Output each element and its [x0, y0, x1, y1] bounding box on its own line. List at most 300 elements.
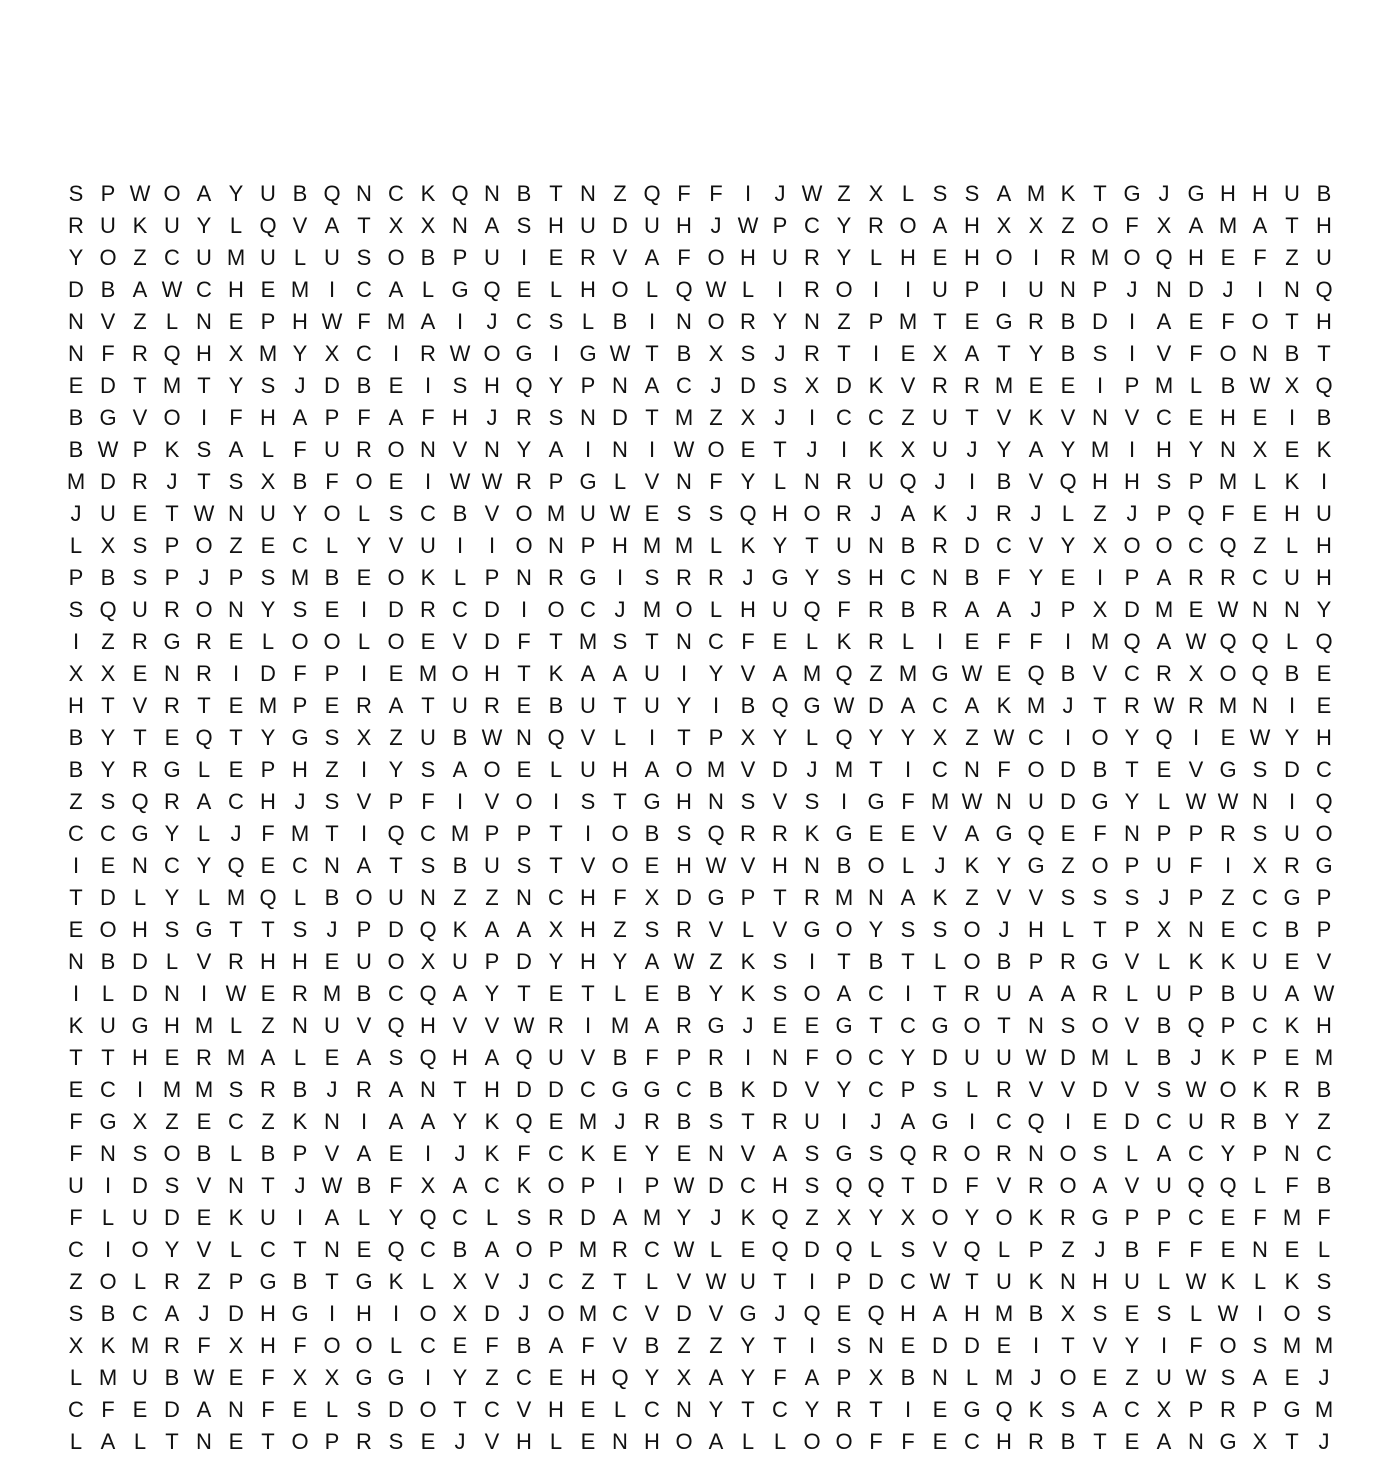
letter-cell[interactable]: V — [516, 1397, 532, 1422]
letter-cell[interactable]: P — [228, 565, 244, 590]
letter-cell[interactable]: H — [964, 1301, 980, 1326]
letter-cell[interactable]: Q — [259, 213, 277, 238]
letter-cell[interactable]: H — [1188, 245, 1204, 270]
letter-cell[interactable]: E — [1284, 1045, 1300, 1070]
letter-cell[interactable]: X — [868, 181, 884, 206]
letter-cell[interactable]: K — [740, 1205, 756, 1230]
letter-cell[interactable]: R — [676, 1013, 692, 1038]
letter-cell[interactable]: H — [548, 1397, 564, 1422]
letter-cell[interactable]: G — [707, 1013, 725, 1038]
letter-cell[interactable]: Z — [1093, 501, 1107, 526]
letter-cell[interactable]: M — [1090, 629, 1110, 654]
letter-cell[interactable]: Q — [1059, 469, 1077, 494]
letter-cell[interactable]: Y — [868, 725, 884, 750]
letter-cell[interactable]: S — [932, 181, 948, 206]
letter-cell[interactable]: T — [101, 693, 115, 718]
letter-cell[interactable]: T — [325, 821, 339, 846]
letter-cell[interactable]: C — [676, 373, 692, 398]
letter-cell[interactable]: E — [1092, 1109, 1108, 1134]
letter-cell[interactable]: E — [196, 1109, 212, 1134]
letter-cell[interactable]: F — [1125, 213, 1139, 238]
letter-cell[interactable]: D — [260, 661, 276, 686]
letter-cell[interactable]: A — [1028, 437, 1044, 462]
letter-cell[interactable]: Q — [1123, 629, 1141, 654]
letter-cell[interactable]: I — [1288, 405, 1296, 430]
letter-cell[interactable]: T — [197, 469, 211, 494]
letter-cell[interactable]: A — [1092, 1397, 1108, 1422]
letter-cell[interactable]: A — [932, 213, 948, 238]
letter-cell[interactable]: S — [68, 1301, 84, 1326]
letter-cell[interactable]: N — [1188, 917, 1204, 942]
letter-cell[interactable]: M — [578, 1237, 598, 1262]
letter-cell[interactable]: Y — [228, 181, 244, 206]
letter-cell[interactable]: N — [1028, 1013, 1044, 1038]
letter-cell[interactable]: F — [997, 565, 1011, 590]
letter-cell[interactable]: R — [740, 309, 756, 334]
letter-cell[interactable]: N — [484, 181, 500, 206]
letter-cell[interactable]: M — [674, 533, 694, 558]
letter-cell[interactable]: U — [1028, 277, 1044, 302]
letter-cell[interactable]: M — [994, 1365, 1014, 1390]
letter-cell[interactable]: Q — [835, 1237, 853, 1262]
letter-cell[interactable]: T — [1061, 1333, 1075, 1358]
letter-cell[interactable]: B — [1252, 1109, 1268, 1134]
letter-cell[interactable]: S — [420, 757, 436, 782]
letter-cell[interactable]: E — [612, 1141, 628, 1166]
letter-cell[interactable]: W — [481, 725, 503, 750]
letter-cell[interactable]: X — [420, 949, 436, 974]
letter-cell[interactable]: V — [740, 853, 756, 878]
letter-cell[interactable]: V — [356, 789, 372, 814]
letter-cell[interactable]: Y — [484, 981, 500, 1006]
letter-cell[interactable]: N — [1252, 341, 1268, 366]
letter-cell[interactable]: R — [1220, 1397, 1236, 1422]
letter-cell[interactable]: T — [837, 341, 851, 366]
letter-cell[interactable]: Y — [196, 853, 212, 878]
letter-cell[interactable]: R — [996, 1077, 1012, 1102]
letter-cell[interactable]: C — [644, 1237, 660, 1262]
letter-cell[interactable]: W — [1185, 629, 1207, 654]
letter-cell[interactable]: A — [1252, 1365, 1268, 1390]
letter-cell[interactable]: Y — [196, 213, 212, 238]
letter-cell[interactable]: A — [1156, 629, 1172, 654]
letter-cell[interactable]: N — [676, 629, 692, 654]
letter-cell[interactable]: G — [1091, 1205, 1109, 1230]
letter-cell[interactable]: H — [996, 1429, 1012, 1454]
letter-cell[interactable]: W — [737, 213, 759, 238]
letter-cell[interactable]: I — [424, 1141, 432, 1166]
letter-cell[interactable]: I — [1128, 437, 1136, 462]
letter-cell[interactable]: T — [997, 1013, 1011, 1038]
letter-cell[interactable]: D — [964, 1333, 980, 1358]
letter-cell[interactable]: B — [1060, 309, 1076, 334]
letter-cell[interactable]: N — [1220, 437, 1236, 462]
letter-cell[interactable]: N — [708, 789, 724, 814]
letter-cell[interactable]: I — [648, 437, 656, 462]
letter-cell[interactable]: P — [164, 533, 180, 558]
letter-cell[interactable]: Q — [771, 693, 789, 718]
letter-cell[interactable]: N — [516, 725, 532, 750]
letter-cell[interactable]: V — [388, 533, 404, 558]
letter-cell[interactable]: Y — [804, 565, 820, 590]
letter-cell[interactable]: U — [484, 853, 500, 878]
letter-cell[interactable]: L — [357, 1205, 371, 1230]
letter-cell[interactable]: B — [260, 1141, 276, 1166]
letter-cell[interactable]: A — [388, 405, 404, 430]
letter-cell[interactable]: I — [1064, 629, 1072, 654]
letter-cell[interactable]: J — [710, 1205, 722, 1230]
letter-cell[interactable]: R — [1220, 565, 1236, 590]
letter-cell[interactable]: E — [964, 629, 980, 654]
letter-cell[interactable]: E — [932, 245, 948, 270]
letter-cell[interactable]: S — [644, 917, 660, 942]
letter-cell[interactable]: O — [547, 1173, 565, 1198]
letter-cell[interactable]: V — [580, 853, 596, 878]
letter-cell[interactable]: E — [580, 1429, 596, 1454]
letter-cell[interactable]: E — [1060, 821, 1076, 846]
letter-cell[interactable]: P — [644, 1173, 660, 1198]
letter-cell[interactable]: S — [1060, 885, 1076, 910]
letter-cell[interactable]: B — [644, 1333, 660, 1358]
letter-cell[interactable]: W — [1185, 789, 1207, 814]
letter-cell[interactable]: C — [804, 213, 820, 238]
letter-cell[interactable]: P — [100, 181, 116, 206]
letter-cell[interactable]: X — [644, 885, 660, 910]
letter-cell[interactable]: S — [1156, 1301, 1172, 1326]
letter-cell[interactable]: I — [200, 405, 208, 430]
letter-cell[interactable]: Z — [965, 885, 979, 910]
letter-cell[interactable]: I — [1032, 1333, 1040, 1358]
letter-cell[interactable]: D — [1060, 1045, 1076, 1070]
letter-cell[interactable]: U — [1252, 981, 1268, 1006]
letter-cell[interactable]: N — [420, 1077, 436, 1102]
letter-cell[interactable]: R — [164, 1333, 180, 1358]
letter-cell[interactable]: Z — [869, 661, 883, 686]
letter-cell[interactable]: L — [581, 309, 595, 334]
letter-cell[interactable]: Y — [452, 1365, 468, 1390]
letter-cell[interactable]: O — [1219, 341, 1237, 366]
letter-cell[interactable]: M — [98, 1365, 118, 1390]
letter-cell[interactable]: L — [1125, 981, 1139, 1006]
letter-cell[interactable]: U — [260, 181, 276, 206]
letter-cell[interactable]: B — [868, 949, 884, 974]
letter-cell[interactable]: B — [1028, 1301, 1044, 1326]
letter-cell[interactable]: T — [645, 341, 659, 366]
letter-cell[interactable]: G — [643, 789, 661, 814]
letter-cell[interactable]: D — [804, 1237, 820, 1262]
letter-cell[interactable]: S — [132, 1141, 148, 1166]
letter-cell[interactable]: Q — [771, 1237, 789, 1262]
letter-cell[interactable]: R — [1028, 309, 1044, 334]
letter-cell[interactable]: E — [868, 821, 884, 846]
letter-cell[interactable]: U — [452, 949, 468, 974]
letter-cell[interactable]: J — [614, 597, 626, 622]
letter-cell[interactable]: L — [1189, 373, 1203, 398]
letter-cell[interactable]: T — [1285, 1429, 1299, 1454]
letter-cell[interactable]: T — [549, 629, 563, 654]
letter-cell[interactable]: O — [1219, 1333, 1237, 1358]
letter-cell[interactable]: L — [997, 1237, 1011, 1262]
letter-cell[interactable]: D — [516, 1077, 532, 1102]
letter-cell[interactable]: O — [611, 277, 629, 302]
letter-cell[interactable]: C — [868, 1077, 884, 1102]
letter-cell[interactable]: L — [421, 277, 435, 302]
letter-cell[interactable]: K — [1284, 1269, 1300, 1294]
letter-cell[interactable]: I — [616, 565, 624, 590]
letter-cell[interactable]: J — [1158, 885, 1170, 910]
letter-cell[interactable]: P — [676, 1045, 692, 1070]
letter-cell[interactable]: S — [292, 597, 308, 622]
letter-cell[interactable]: E — [1188, 309, 1204, 334]
letter-cell[interactable]: V — [932, 821, 948, 846]
letter-cell[interactable]: V — [356, 1013, 372, 1038]
letter-cell[interactable]: I — [872, 277, 880, 302]
letter-cell[interactable]: V — [1028, 469, 1044, 494]
letter-cell[interactable]: U — [996, 1269, 1012, 1294]
letter-cell[interactable]: M — [162, 373, 182, 398]
letter-cell[interactable]: D — [1284, 757, 1300, 782]
letter-cell[interactable]: S — [612, 629, 628, 654]
letter-cell[interactable]: S — [1252, 757, 1268, 782]
letter-cell[interactable]: O — [803, 981, 821, 1006]
letter-cell[interactable]: A — [900, 693, 916, 718]
letter-cell[interactable]: G — [1123, 181, 1141, 206]
letter-cell[interactable]: A — [484, 1045, 500, 1070]
letter-cell[interactable]: O — [1027, 757, 1045, 782]
letter-cell[interactable]: C — [996, 533, 1012, 558]
letter-cell[interactable]: P — [484, 565, 500, 590]
letter-cell[interactable]: L — [645, 277, 659, 302]
letter-cell[interactable]: D — [1092, 1077, 1108, 1102]
letter-cell[interactable]: L — [197, 885, 211, 910]
letter-cell[interactable]: L — [101, 981, 115, 1006]
letter-cell[interactable]: O — [355, 469, 373, 494]
letter-cell[interactable]: N — [868, 533, 884, 558]
letter-cell[interactable]: G — [1315, 853, 1333, 878]
letter-cell[interactable]: I — [328, 1301, 336, 1326]
letter-cell[interactable]: N — [420, 885, 436, 910]
letter-cell[interactable]: Q — [707, 821, 725, 846]
letter-cell[interactable]: S — [1316, 1269, 1332, 1294]
letter-cell[interactable]: S — [740, 341, 756, 366]
letter-cell[interactable]: D — [68, 277, 84, 302]
letter-cell[interactable]: Y — [1124, 789, 1140, 814]
letter-cell[interactable]: O — [803, 1429, 821, 1454]
letter-cell[interactable]: S — [1124, 885, 1140, 910]
letter-cell[interactable]: Q — [323, 181, 341, 206]
letter-cell[interactable]: J — [742, 1013, 754, 1038]
letter-cell[interactable]: V — [484, 789, 500, 814]
letter-cell[interactable]: C — [1156, 1109, 1172, 1134]
letter-cell[interactable]: L — [229, 1013, 243, 1038]
letter-cell[interactable]: A — [132, 277, 148, 302]
letter-cell[interactable]: X — [260, 469, 276, 494]
letter-cell[interactable]: T — [69, 1045, 83, 1070]
letter-cell[interactable]: P — [1316, 917, 1332, 942]
letter-cell[interactable]: Q — [1315, 373, 1333, 398]
letter-cell[interactable]: Y — [164, 1237, 180, 1262]
letter-cell[interactable]: G — [515, 341, 533, 366]
letter-cell[interactable]: L — [869, 1237, 883, 1262]
letter-cell[interactable]: O — [515, 533, 533, 558]
letter-cell[interactable]: U — [132, 597, 148, 622]
letter-cell[interactable]: Y — [644, 1365, 660, 1390]
letter-cell[interactable]: X — [228, 341, 244, 366]
letter-cell[interactable]: N — [228, 597, 244, 622]
letter-cell[interactable]: E — [324, 1045, 340, 1070]
letter-cell[interactable]: X — [932, 725, 948, 750]
letter-cell[interactable]: E — [548, 245, 564, 270]
letter-cell[interactable]: F — [1189, 1333, 1203, 1358]
letter-cell[interactable]: H — [1316, 309, 1332, 334]
letter-cell[interactable]: C — [964, 1429, 980, 1454]
letter-cell[interactable]: B — [676, 981, 692, 1006]
letter-cell[interactable]: T — [997, 341, 1011, 366]
letter-cell[interactable]: K — [1028, 1205, 1044, 1230]
letter-cell[interactable]: X — [452, 1269, 468, 1294]
letter-cell[interactable]: D — [100, 373, 116, 398]
letter-cell[interactable]: B — [324, 885, 340, 910]
letter-cell[interactable]: V — [804, 1077, 820, 1102]
letter-cell[interactable]: E — [932, 1429, 948, 1454]
letter-cell[interactable]: L — [613, 469, 627, 494]
letter-cell[interactable]: Z — [709, 1333, 723, 1358]
letter-cell[interactable]: X — [452, 1301, 468, 1326]
letter-cell[interactable]: M — [418, 661, 438, 686]
letter-cell[interactable]: W — [193, 1365, 215, 1390]
letter-cell[interactable]: S — [388, 501, 404, 526]
letter-cell[interactable]: A — [996, 181, 1012, 206]
letter-cell[interactable]: N — [676, 309, 692, 334]
letter-cell[interactable]: W — [833, 693, 855, 718]
letter-cell[interactable]: O — [163, 181, 181, 206]
letter-cell[interactable]: S — [292, 917, 308, 942]
letter-cell[interactable]: O — [1059, 1173, 1077, 1198]
letter-cell[interactable]: Y — [1284, 1109, 1300, 1134]
letter-cell[interactable]: M — [66, 469, 86, 494]
letter-cell[interactable]: S — [388, 1045, 404, 1070]
letter-cell[interactable]: Q — [963, 1237, 981, 1262]
letter-cell[interactable]: K — [484, 1141, 500, 1166]
letter-cell[interactable]: A — [452, 981, 468, 1006]
letter-cell[interactable]: D — [612, 405, 628, 430]
letter-cell[interactable]: N — [1028, 1141, 1044, 1166]
letter-cell[interactable]: Q — [387, 821, 405, 846]
letter-cell[interactable]: S — [1220, 1365, 1236, 1390]
letter-cell[interactable]: K — [228, 1205, 244, 1230]
letter-cell[interactable]: C — [1188, 1205, 1204, 1230]
letter-cell[interactable]: M — [898, 309, 918, 334]
letter-cell[interactable]: J — [1030, 501, 1042, 526]
letter-cell[interactable]: V — [1188, 757, 1204, 782]
letter-cell[interactable]: X — [1092, 533, 1108, 558]
letter-cell[interactable]: I — [200, 981, 208, 1006]
letter-cell[interactable]: A — [164, 1301, 180, 1326]
letter-cell[interactable]: P — [292, 1141, 308, 1166]
letter-cell[interactable]: H — [1316, 533, 1332, 558]
letter-cell[interactable]: U — [772, 245, 788, 270]
letter-cell[interactable]: L — [453, 565, 467, 590]
letter-cell[interactable]: V — [1028, 533, 1044, 558]
letter-cell[interactable]: E — [260, 853, 276, 878]
letter-cell[interactable]: Q — [1251, 629, 1269, 654]
letter-cell[interactable]: Y — [612, 949, 628, 974]
letter-cell[interactable]: R — [836, 469, 852, 494]
letter-cell[interactable]: Z — [133, 309, 147, 334]
letter-cell[interactable]: L — [1285, 533, 1299, 558]
letter-cell[interactable]: W — [673, 1173, 695, 1198]
letter-cell[interactable]: C — [1252, 1013, 1268, 1038]
letter-cell[interactable]: B — [68, 757, 84, 782]
letter-cell[interactable]: X — [1156, 917, 1172, 942]
letter-cell[interactable]: C — [676, 1077, 692, 1102]
letter-cell[interactable]: V — [932, 1237, 948, 1262]
letter-cell[interactable]: R — [516, 469, 532, 494]
letter-cell[interactable]: O — [387, 565, 405, 590]
letter-cell[interactable]: T — [613, 693, 627, 718]
letter-cell[interactable]: A — [804, 1365, 820, 1390]
letter-cell[interactable]: D — [132, 1173, 148, 1198]
letter-cell[interactable]: C — [836, 405, 852, 430]
letter-cell[interactable]: J — [1318, 1429, 1330, 1454]
letter-cell[interactable]: Y — [100, 725, 116, 750]
letter-cell[interactable]: J — [326, 917, 338, 942]
letter-cell[interactable]: U — [356, 949, 372, 974]
letter-cell[interactable]: H — [1124, 469, 1140, 494]
letter-cell[interactable]: C — [996, 1109, 1012, 1134]
letter-cell[interactable]: N — [68, 341, 84, 366]
letter-cell[interactable]: R — [932, 1141, 948, 1166]
letter-cell[interactable]: E — [1284, 1365, 1300, 1390]
letter-cell[interactable]: Y — [868, 917, 884, 942]
letter-cell[interactable]: H — [1156, 437, 1172, 462]
letter-cell[interactable]: U — [324, 245, 340, 270]
letter-cell[interactable]: B — [452, 1237, 468, 1262]
letter-cell[interactable]: X — [900, 1205, 916, 1230]
letter-cell[interactable]: H — [580, 949, 596, 974]
letter-cell[interactable]: I — [1256, 277, 1264, 302]
letter-cell[interactable]: K — [68, 1013, 84, 1038]
letter-cell[interactable]: U — [484, 245, 500, 270]
letter-cell[interactable]: S — [548, 405, 564, 430]
letter-cell[interactable]: O — [547, 597, 565, 622]
letter-cell[interactable]: N — [516, 885, 532, 910]
letter-cell[interactable]: U — [196, 245, 212, 270]
letter-cell[interactable]: X — [1252, 853, 1268, 878]
letter-cell[interactable]: C — [1124, 1397, 1140, 1422]
letter-cell[interactable]: U — [1316, 501, 1332, 526]
letter-cell[interactable]: E — [772, 1013, 788, 1038]
letter-cell[interactable]: P — [1124, 917, 1140, 942]
letter-cell[interactable]: O — [387, 437, 405, 462]
letter-cell[interactable]: K — [1284, 1013, 1300, 1038]
letter-cell[interactable]: J — [294, 373, 306, 398]
letter-cell[interactable]: D — [388, 1397, 404, 1422]
letter-cell[interactable]: N — [804, 469, 820, 494]
letter-cell[interactable]: J — [870, 1109, 882, 1134]
letter-cell[interactable]: J — [614, 1109, 626, 1134]
letter-cell[interactable]: Q — [611, 1365, 629, 1390]
letter-cell[interactable]: R — [1028, 1173, 1044, 1198]
letter-cell[interactable]: J — [966, 501, 978, 526]
letter-cell[interactable]: T — [1285, 309, 1299, 334]
letter-cell[interactable]: S — [1252, 821, 1268, 846]
letter-cell[interactable]: C — [1188, 1141, 1204, 1166]
letter-cell[interactable]: N — [324, 853, 340, 878]
letter-cell[interactable]: R — [484, 693, 500, 718]
letter-cell[interactable]: Y — [164, 821, 180, 846]
letter-cell[interactable]: L — [229, 213, 243, 238]
